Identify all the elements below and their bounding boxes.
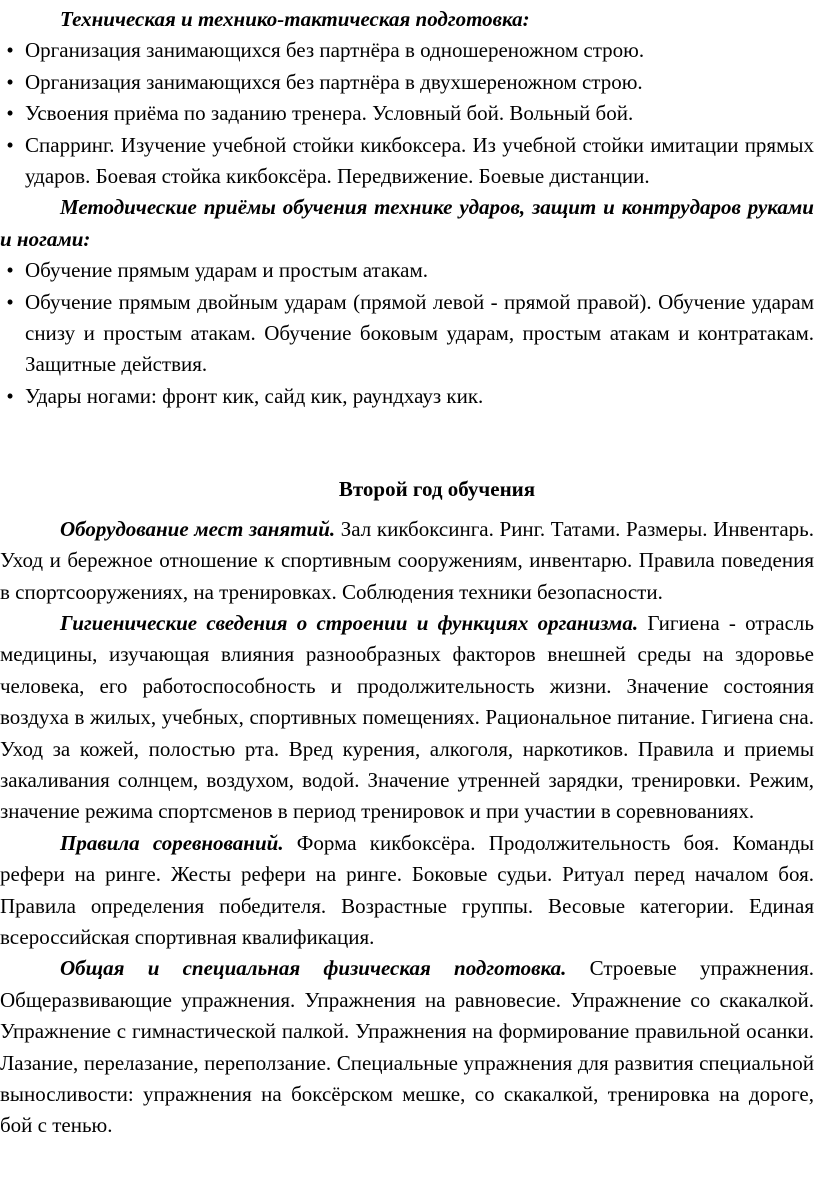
paragraph-lead: Общая и специальная физическая подготовка. (60, 956, 567, 981)
section-spacer (0, 412, 814, 474)
bullet-icon: • (6, 69, 14, 94)
list-item (0, 130, 814, 193)
methodical-list (0, 255, 814, 412)
technical-list (0, 35, 814, 192)
year-title: Второй год обучения (338, 477, 536, 502)
bullet-icon: • (6, 383, 14, 408)
section-heading-methodical: Методические приёмы обучения технике ударов, защит и контрударов руками и ногами: (0, 195, 814, 251)
paragraph-equipment (0, 514, 814, 608)
list-item (0, 255, 814, 286)
paragraph-text: Зал кикбоксинга. Ринг. Татами. Размеры. Инвентарь. Уход и бережное отношение к спортивным сооружениям, инвентарю. Правила поведения в спортсооружениях, на тренировках. Соблюдения техники безопасности. (0, 516, 814, 604)
list-item (0, 98, 814, 129)
paragraph-lead: Оборудование мест занятий. (60, 516, 336, 541)
list-item-text: Усвоения приёма по заданию тренера. Условный бой. Вольный бой. (25, 101, 634, 126)
paragraph-physical (0, 953, 814, 1141)
list-item-text: Спарринг. Изучение учебной стойки кикбоксера. Из учебной стойки имитации прямых ударов. Боевая стойка кикбоксёра. Передвижение. Боевые дистанции. (25, 132, 814, 189)
bullet-icon: • (6, 289, 14, 314)
list-item (0, 381, 814, 412)
bullet-icon: • (6, 101, 14, 126)
bullet-icon: • (6, 38, 14, 63)
paragraph-lead: Гигиенические сведения о строении и функциях организма. (60, 610, 639, 635)
list-item (0, 287, 814, 381)
list-item-text: Организация занимающихся без партнёра в двухшереножном строю. (25, 69, 643, 94)
list-item-text: Организация занимающихся без партнёра в одношереножном строю. (25, 38, 645, 63)
section-heading-technical: Техническая и технико-тактическая подготовка: (60, 7, 530, 31)
list-item-text: Обучение прямым двойным ударам (прямой левой - прямой правой). Обучение ударам снизу и простым атакам. Обучение боковым ударам, простым атакам и контратакам. Защитные действия. (25, 289, 814, 377)
paragraph-hygiene (0, 608, 814, 828)
paragraph-text: Форма кикбоксёра. Продолжительность боя. Команды рефери на ринге. Жесты рефери на ринге. Боковые судьи. Ритуал перед началом боя. Правила определения победителя. Возрастные группы. Весовые категории. Единая всероссийская спортивная квалификация. (0, 830, 815, 949)
paragraph-text: Гигиена - отрасль медицины, изучающая влияния разнообразных факторов внешней среды на здоровье человека, его работоспособность и продолжительность жизни. Значение состояния воздуха в жилых, учебных, спортивных помещениях. Рациональное питание. Гигиена сна. Уход за кожей, полостью рта. Вред курения, алкоголя, наркотиков. Правила и приемы закаливания солнцем, воздухом, водой. Значение утренней зарядки, тренировки. Режим, значение режима спортсменов в период тренировок и при участии в соревнованиях. (0, 610, 814, 824)
list-item (0, 35, 814, 66)
list-item (0, 67, 814, 98)
paragraph-lead: Правила соревнований. (60, 830, 284, 855)
bullet-icon: • (6, 132, 14, 157)
list-item-text: Удары ногами: фронт кик, сайд кик, раундхауз кик. (25, 383, 484, 408)
paragraph-rules (0, 828, 814, 954)
list-item-text: Обучение прямым ударам и простым атакам. (25, 258, 429, 283)
paragraph-text: Строевые упражнения. Общеразвивающие упражнения. Упражнения на равновесие. Упражнение со скакалкой. Упражнение с гимнастической палкой. Упражнения на формирование правильной осанки. Лазание, перелазание, переползание. Специальные упражнения для развития специальной выносливости: упражнения на боксёрском мешке, со скакалкой, тренировка на дороге, бой с тенью. (0, 956, 814, 1138)
bullet-icon: • (6, 258, 14, 283)
